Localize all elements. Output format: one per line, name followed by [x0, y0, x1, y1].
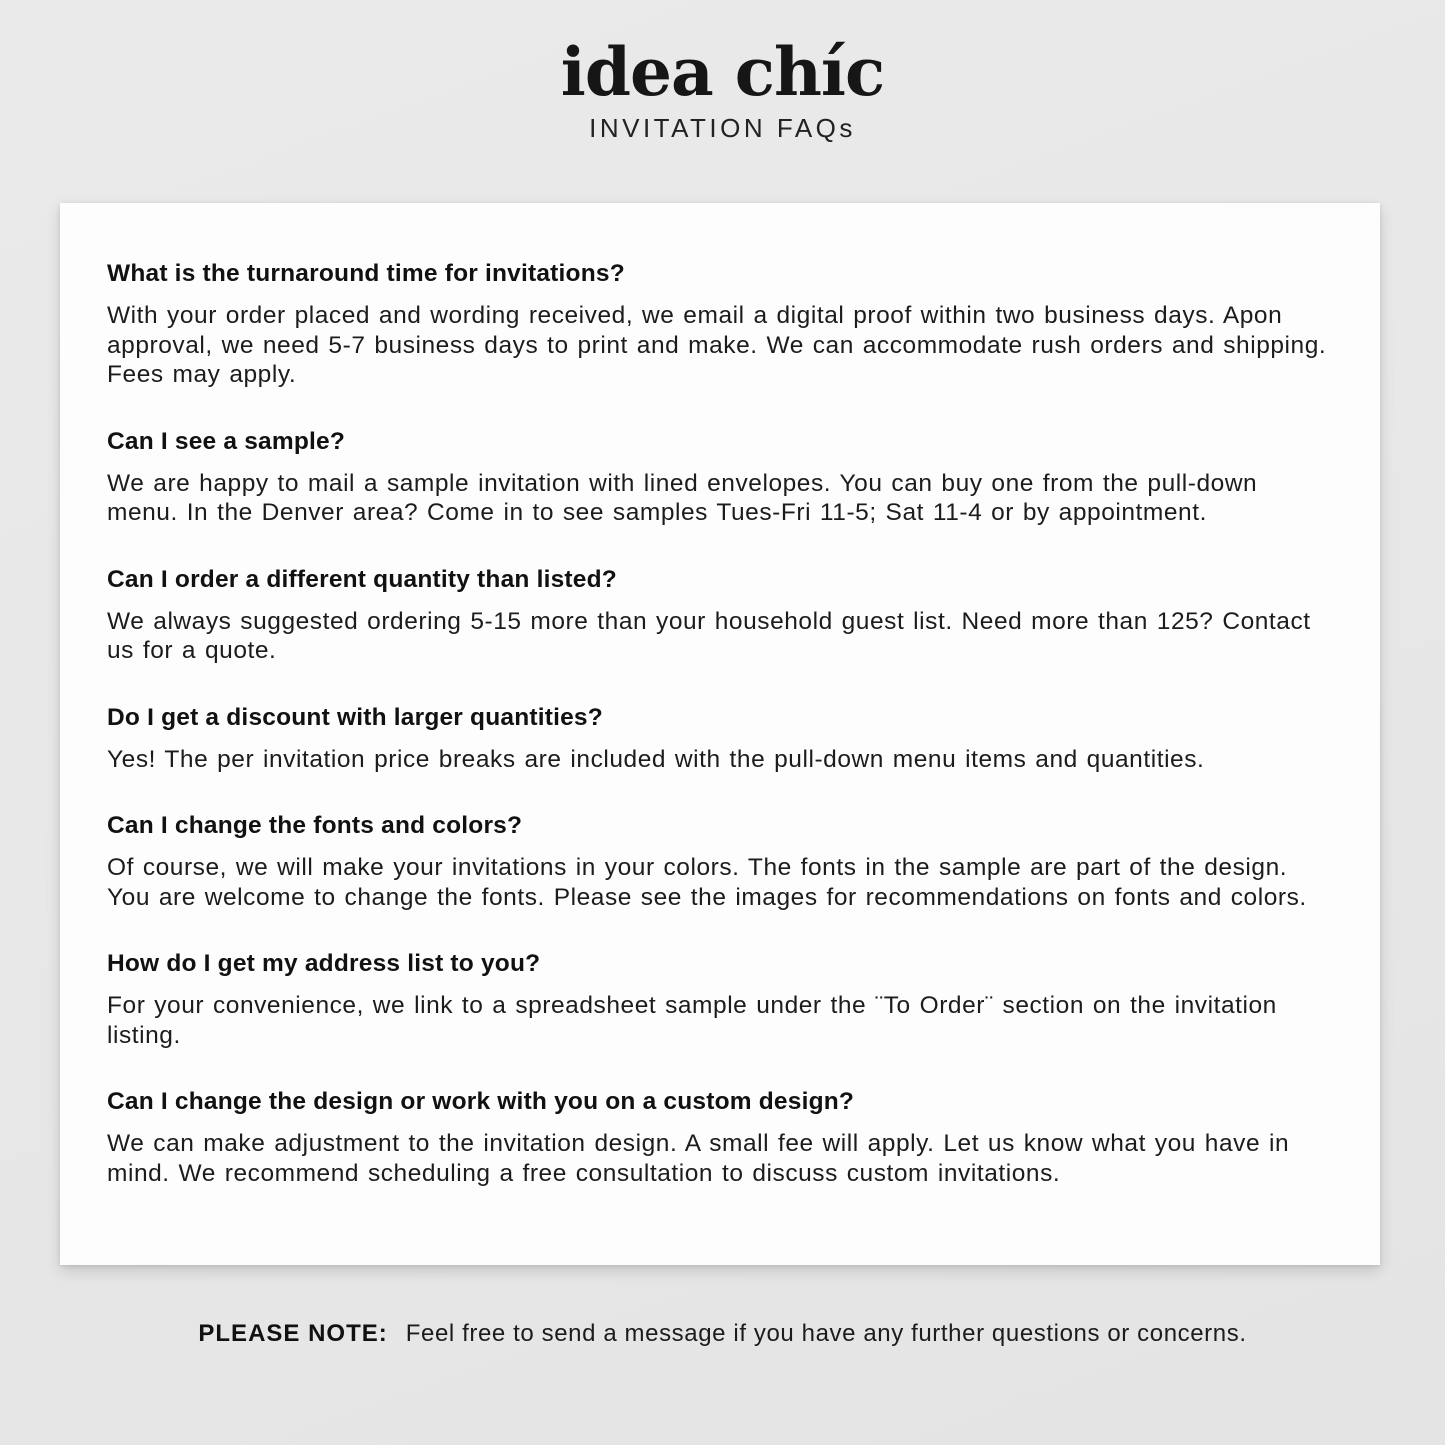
brand-logo: idea chíc	[560, 33, 885, 111]
footer-note-text: Feel free to send a message if you have any further questions or concerns.	[405, 1320, 1247, 1347]
faq-question: What is the turnaround time for invitations?	[107, 260, 625, 287]
faq-card	[60, 203, 1380, 1265]
faq-answer: With your order placed and wording received, we email a digital proof within two business days. Apon approval, we need 5-7 business days to print and make. We can accommodate rush orders and shipping. Fees may apply.	[107, 302, 1327, 388]
faq-question: Can I order a different quantity than listed?	[107, 565, 617, 593]
footer-note-label: PLEASE NOTE:	[198, 1320, 388, 1347]
faq-item-custom-design	[107, 1087, 1333, 1188]
brand-header	[0, 33, 1445, 144]
faq-item-fonts-colors	[107, 811, 1333, 912]
faq-item-turnaround	[107, 259, 1333, 390]
faq-item-address-list	[107, 949, 1333, 1050]
faq-answer: Yes! The per invitation price breaks are included with the pull-down menu items and quantities.	[107, 745, 1205, 773]
faq-item-quantity	[107, 565, 1333, 666]
faq-question: Do I get a discount with larger quantities?	[107, 703, 603, 731]
faq-answer: For your convenience, we link to a spreadsheet sample under the ¨To Order¨ section on the invitation listing.	[107, 992, 1277, 1049]
faq-answer: We are happy to mail a sample invitation with lined envelopes. You can buy one from the pull-down menu. In the Denver area? Come in to see samples Tues-Fri 11-5; Sat 11-4 or by appointment.	[107, 469, 1258, 526]
page-title: INVITATION FAQs	[589, 113, 856, 144]
faq-question: Can I change the fonts and colors?	[107, 812, 523, 839]
footer-note	[0, 1320, 1445, 1348]
faq-question: How do I get my address list to you?	[107, 950, 541, 977]
faq-answer: We always suggested ordering 5-15 more than your household guest list. Need more than 125? Contact us for a quote.	[107, 607, 1311, 664]
faq-answer: We can make adjustment to the invitation design. A small fee will apply. Let us know what you have in mind. We recommend scheduling a free consultation to discuss custom invitations.	[107, 1130, 1290, 1187]
faq-question: Can I change the design or work with you on a custom design?	[107, 1088, 855, 1115]
faq-question: Can I see a sample?	[107, 427, 346, 455]
faq-answer: Of course, we will make your invitations in your colors. The fonts in the sample are part of the design. You are welcome to change the fonts. Please see the images for recommendations on fonts and colors.	[107, 854, 1307, 911]
faq-item-sample	[107, 427, 1333, 528]
faq-item-discount	[107, 703, 1333, 775]
